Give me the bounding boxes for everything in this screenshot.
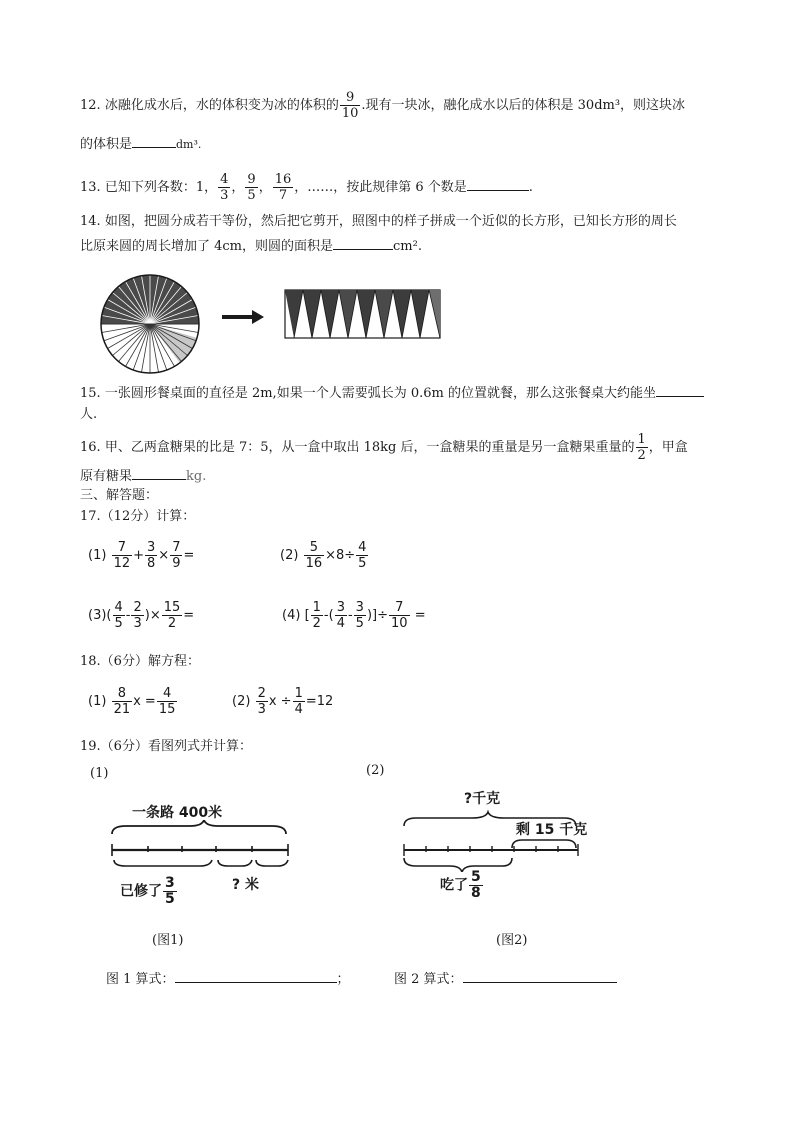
q12-frac-num: 9 (340, 90, 361, 106)
fig1-formula-label: 图 1 算式： (106, 972, 175, 987)
fig2-right-brace (512, 840, 576, 848)
q12-answer-blank[interactable] (132, 135, 176, 148)
q17-p3-c-num: 15 (163, 600, 181, 615)
q18-p2-frac-b (293, 686, 305, 717)
q15-line1 (80, 384, 704, 403)
fig2-ate-text: 吃了 (440, 877, 468, 894)
q12-number: 12. (80, 98, 101, 113)
q17-p1-eq: = (183, 548, 195, 563)
q13-sep-2: ， (258, 180, 272, 195)
q14-text-2: 比原来圆的周长增加了 4cm，则圆的面积是 (80, 239, 334, 254)
q13-sep-1: ， (231, 180, 245, 195)
q12-text-3: 的体积是 (80, 137, 133, 152)
q17-p3-lparen: ( (106, 608, 112, 623)
q17-p1-c-num: 7 (172, 540, 181, 555)
q17-p4-c-den: 5 (355, 616, 364, 631)
q12-unit: dm³. (176, 138, 202, 151)
q12-text-2: .现有一块冰，融化成水以后的体积是 30dm³，则这块冰 (361, 98, 686, 113)
fig2-ate-den: 8 (471, 885, 481, 901)
fig2-ate-num: 5 (471, 869, 481, 885)
q17-p1-b-den: 8 (147, 556, 156, 571)
q18-heading: 18.（6分）解方程： (80, 654, 200, 669)
q12-line2 (80, 135, 201, 154)
q16-answer-blank[interactable] (132, 467, 186, 480)
fig2-left-label: 剩 15 千克 (516, 822, 588, 838)
q17-p3-rparen: )× (144, 608, 161, 623)
fig1-road-label: 一条路 400米 (132, 805, 223, 821)
q16-frac-den: 2 (637, 448, 646, 463)
q12-line1 (80, 90, 685, 121)
q13-text-1: 已知下列各数：1， (104, 180, 218, 195)
q17-p4-rbracket: )]÷ (366, 608, 388, 623)
q17-p3-b-num: 2 (133, 600, 142, 615)
q17-p4-c-num: 3 (355, 600, 364, 615)
section-3-title: 三、解答题： (80, 488, 159, 503)
fig2-ate-fraction (469, 870, 483, 901)
fig2-line-diagram (400, 808, 584, 872)
q17-problem-1 (88, 540, 194, 571)
q14-circle-figure (98, 272, 202, 376)
q18-p2-frac-a (256, 686, 268, 717)
fig1-formula-end: ； (336, 972, 350, 987)
q18-p2-a-num: 2 (257, 686, 266, 701)
q16-fraction (636, 432, 648, 463)
q17-p4-a-num: 1 (312, 600, 321, 615)
q16-text-2: ，甲盒 (648, 440, 688, 455)
q14-text-1: 如图，把圆分成若干等份，然后把它剪开，照图中的样子拼成一个近似的长方形，已知长方形的周长 (104, 214, 677, 229)
q16-number: 16. (80, 440, 101, 455)
q17-p4-b-num: 3 (336, 600, 345, 615)
q18-p1-label: (1) (88, 694, 107, 709)
q18-p2-b-den: 4 (294, 702, 303, 717)
q14-unit: cm². (393, 239, 422, 254)
fig1-line-diagram (106, 820, 296, 870)
q19-label-1: (1) (90, 766, 109, 781)
fig1-formula-blank[interactable] (175, 970, 337, 983)
q17-p4-frac-b (335, 600, 347, 631)
q13-text-3: . (528, 180, 533, 195)
q17-p2-op1: ×8÷ (325, 548, 356, 563)
q13-frac-2 (245, 172, 257, 203)
q16-frac-num: 1 (637, 432, 646, 447)
q17-problem-2 (280, 540, 369, 571)
q17-p2-frac-b (356, 540, 368, 571)
q17-p3-label: (3) (88, 608, 107, 623)
q15-text-2: 人. (80, 407, 98, 422)
q14-line2 (80, 237, 422, 256)
q17-p1-frac-c (170, 540, 182, 571)
q17-p2-a-den: 16 (305, 556, 323, 571)
fig1-bottom-brace-left (114, 860, 212, 866)
q12-frac-den: 10 (341, 106, 359, 121)
q17-p2-frac-a (304, 540, 325, 571)
q17-p2-a-num: 5 (304, 540, 325, 556)
q17-p4-op2: - (347, 608, 353, 623)
q18-p1-frac-a (112, 686, 133, 717)
q18-problem-1 (88, 686, 178, 717)
q17-p4-a-den: 2 (312, 616, 321, 631)
q17-p3-b-den: 3 (133, 616, 142, 631)
q16-text-3: 原有糖果 (80, 469, 133, 484)
fig1-done-label (120, 876, 178, 907)
q17-p1-op1: + (133, 548, 145, 563)
fig1-top-brace (112, 820, 286, 834)
q16-line2 (80, 467, 206, 486)
q17-problem-4 (282, 600, 426, 631)
q15-answer-blank[interactable] (656, 384, 704, 397)
q17-p1-frac-b (145, 540, 157, 571)
q15-line2 (80, 406, 97, 424)
q17-p4-frac-c (354, 600, 366, 631)
q17-p3-op1: - (125, 608, 131, 623)
q19-heading: 19.（6分）看图列式并计算： (80, 739, 252, 754)
q13-text-2: ，……，按此规律第 6 个数是 (294, 180, 467, 195)
q14-rectangle-figure (284, 288, 442, 340)
q17-p3-frac-c (162, 600, 183, 631)
q17-p3-frac-b (131, 600, 143, 631)
q17-p2-label: (2) (280, 548, 299, 563)
q17-p1-op2: × (158, 548, 170, 563)
q13-frac-1-den: 3 (220, 188, 229, 203)
q17-p4-b-den: 4 (336, 616, 345, 631)
q13-number: 13. (80, 180, 101, 195)
q17-heading: 17.（12分）计算： (80, 509, 196, 524)
fig2-formula-blank[interactable] (463, 970, 617, 983)
fig1-bottom-brace-right (256, 860, 288, 866)
q18-problem-2 (232, 686, 333, 717)
q13-frac-3-den: 7 (278, 188, 288, 203)
fig1-unknown-label: ? 米 (232, 877, 259, 893)
q17-p3-a-num: 4 (114, 600, 123, 615)
q16-text-1: 甲、乙两盒糖果的比是 7：5，从一盒中取出 18kg 后，一盒糖果的重量是另一盒糖果重量的 (104, 440, 635, 455)
q17-p4-op1: -( (323, 608, 334, 623)
q17-p1-b-num: 3 (147, 540, 156, 555)
fig1-done-fraction (163, 876, 177, 907)
q17-p4-lbracket: [ (304, 608, 310, 623)
q14-line1 (80, 213, 677, 231)
q13-frac-2-num: 9 (247, 172, 256, 187)
fig2-total-label: ?千克 (464, 791, 501, 807)
q17-p3-eq: = (183, 608, 195, 623)
fig2-ate-label (440, 870, 484, 901)
q17-p4-frac-d (389, 600, 410, 631)
q13-answer-blank[interactable] (467, 178, 529, 191)
q12-fraction (340, 90, 361, 121)
q14-number: 14. (80, 214, 101, 229)
q17-p1-frac-a (112, 540, 133, 571)
q14-answer-blank[interactable] (333, 237, 393, 250)
q17-p3-a-den: 5 (114, 616, 123, 631)
q19-label-2: (2) (366, 763, 385, 778)
fig2-formula-label: 图 2 算式： (394, 972, 463, 987)
q17-p1-label: (1) (88, 548, 107, 563)
q13-frac-3-num: 16 (274, 172, 292, 187)
q16-unit: kg. (186, 469, 207, 484)
q17-problem-3 (88, 600, 194, 631)
fig1-done-den: 5 (165, 891, 175, 907)
q18-p1-b-den: 15 (158, 702, 176, 717)
fig1-bottom-brace-mid (218, 860, 252, 866)
fig2-formula-line (394, 970, 617, 989)
q17-p1-a-num: 7 (112, 540, 133, 556)
fig1-caption: (图1) (152, 933, 184, 948)
q16-line1 (80, 432, 688, 463)
q17-p1-a-den: 12 (113, 556, 131, 571)
q13-line (80, 172, 533, 203)
q18-p1-mid: x = (133, 694, 156, 709)
fig1-formula-line (106, 970, 350, 989)
right-arrow-icon (222, 308, 266, 326)
fig2-caption: (图2) (496, 933, 528, 948)
q18-p1-a-num: 8 (112, 686, 133, 702)
q18-p1-a-den: 21 (113, 702, 131, 717)
q17-p2-b-num: 4 (358, 540, 367, 555)
q18-p1-b-num: 4 (157, 686, 178, 702)
q17-p1-c-den: 9 (172, 556, 181, 571)
q17-p2-b-den: 5 (358, 556, 367, 571)
q18-p2-tail: =12 (305, 694, 334, 709)
q17-p4-d-num: 7 (389, 600, 410, 616)
q13-frac-2-den: 5 (247, 188, 256, 203)
q17-p4-frac-a (311, 600, 323, 631)
q18-p2-a-den: 3 (257, 702, 266, 717)
q12-text-1: 冰融化成水后，水的体积变为冰的体积的 (104, 98, 339, 113)
q18-p1-frac-b (157, 686, 178, 717)
q17-p4-eq: = (414, 608, 426, 623)
q15-text-1: 一张圆形餐桌面的直径是 2m,如果一个人需要弧长为 0.6m 的位置就餐，那么这张餐桌大约能坐 (104, 386, 656, 401)
fig1-done-text: 已修了 (120, 883, 162, 900)
q15-number: 15. (80, 386, 101, 401)
q17-p3-c-den: 2 (167, 616, 177, 631)
q13-frac-1 (218, 172, 230, 203)
q18-p2-b-num: 1 (294, 686, 303, 701)
q18-p2-mid: x ÷ (268, 694, 292, 709)
q13-frac-3 (273, 172, 294, 203)
q17-p4-d-den: 10 (391, 616, 408, 631)
q17-p3-frac-a (113, 600, 125, 631)
q17-p4-label: (4) (282, 608, 301, 623)
q13-frac-1-num: 4 (220, 172, 229, 187)
q18-p2-label: (2) (232, 694, 251, 709)
fig1-done-num: 3 (165, 875, 175, 891)
